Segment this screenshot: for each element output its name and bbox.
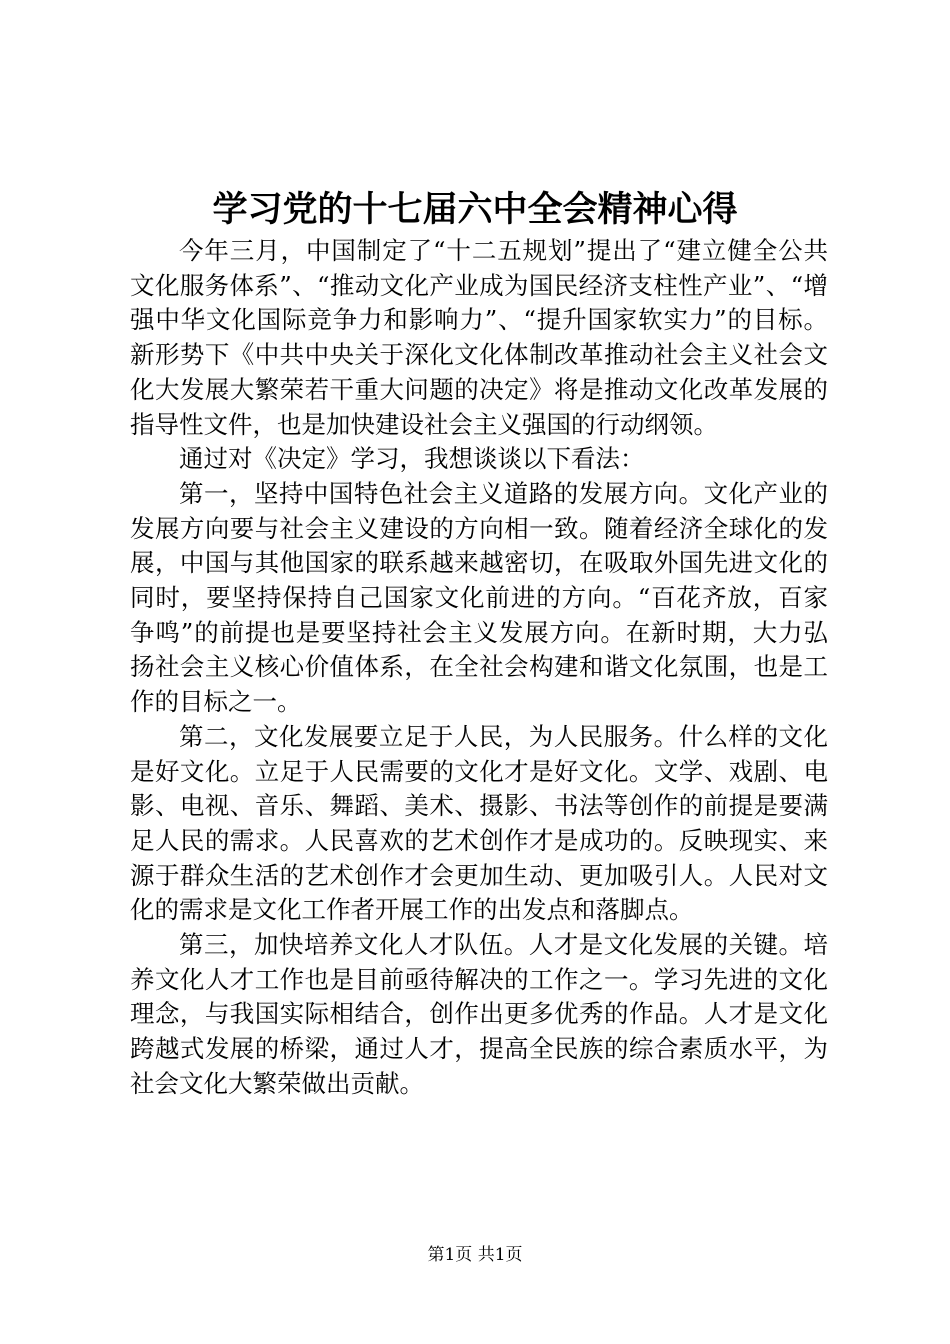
paragraph-lead-in: 通过对《决定》学习，我想谈谈以下看法： xyxy=(179,444,645,474)
document-body xyxy=(130,234,828,1102)
document-title: 学习党的十七届六中全会精神心得 xyxy=(212,189,738,230)
paragraph-intro: 今年三月，中国制定了“十二五规划”提出了“建立健全公共文化服务体系”、“推动文化产业成为国民经济支柱性产业”、“增强中华文化国际竞争力和影响力”、“提升国家软实力”的目标。新形势下《中共中央关于深化文化体制改革推动社会主义社会文化大发展大繁荣若干重大问题的决定》将是推动文化改革发展的指导性文件，也是加快建设社会主义强国的行动纲领。 xyxy=(130,236,828,439)
page-number-footer: 第1页 共1页 xyxy=(427,1245,523,1265)
paragraph-point-one: 第一，坚持中国特色社会主义道路的发展方向。文化产业的发展方向要与社会主义建设的方向相一致。随着经济全球化的发展，中国与其他国家的联系越来越密切，在吸取外国先进文化的同时，要坚持保持自己国家文化前进的方向。“百花齐放，百家争鸣”的前提也是要坚持社会主义发展方向。在新时期，大力弘扬社会主义核心价值体系，在全社会构建和谐文化氛围，也是工作的目标之一。 xyxy=(130,478,828,717)
paragraph-point-three: 第三，加快培养文化人才队伍。人才是文化发展的关键。培养文化人才工作也是目前亟待解决的工作之一。学习先进的文化理念，与我国实际相结合，创作出更多优秀的作品。人才是文化跨越式发展的桥梁，通过人才，提高全民族的综合素质水平，为社会文化大繁荣做出贡献。 xyxy=(130,930,828,1098)
paragraph-point-two: 第二，文化发展要立足于人民，为人民服务。什么样的文化是好文化。立足于人民需要的文化才是好文化。文学、戏剧、电影、电视、音乐、舞蹈、美术、摄影、书法等创作的前提是要满足人民的需求。人民喜欢的艺术创作才是成功的。反映现实、来源于群众生活的艺术创作才会更加生动、更加吸引人。人民对文化的需求是文化工作者开展工作的出发点和落脚点。 xyxy=(130,721,828,925)
